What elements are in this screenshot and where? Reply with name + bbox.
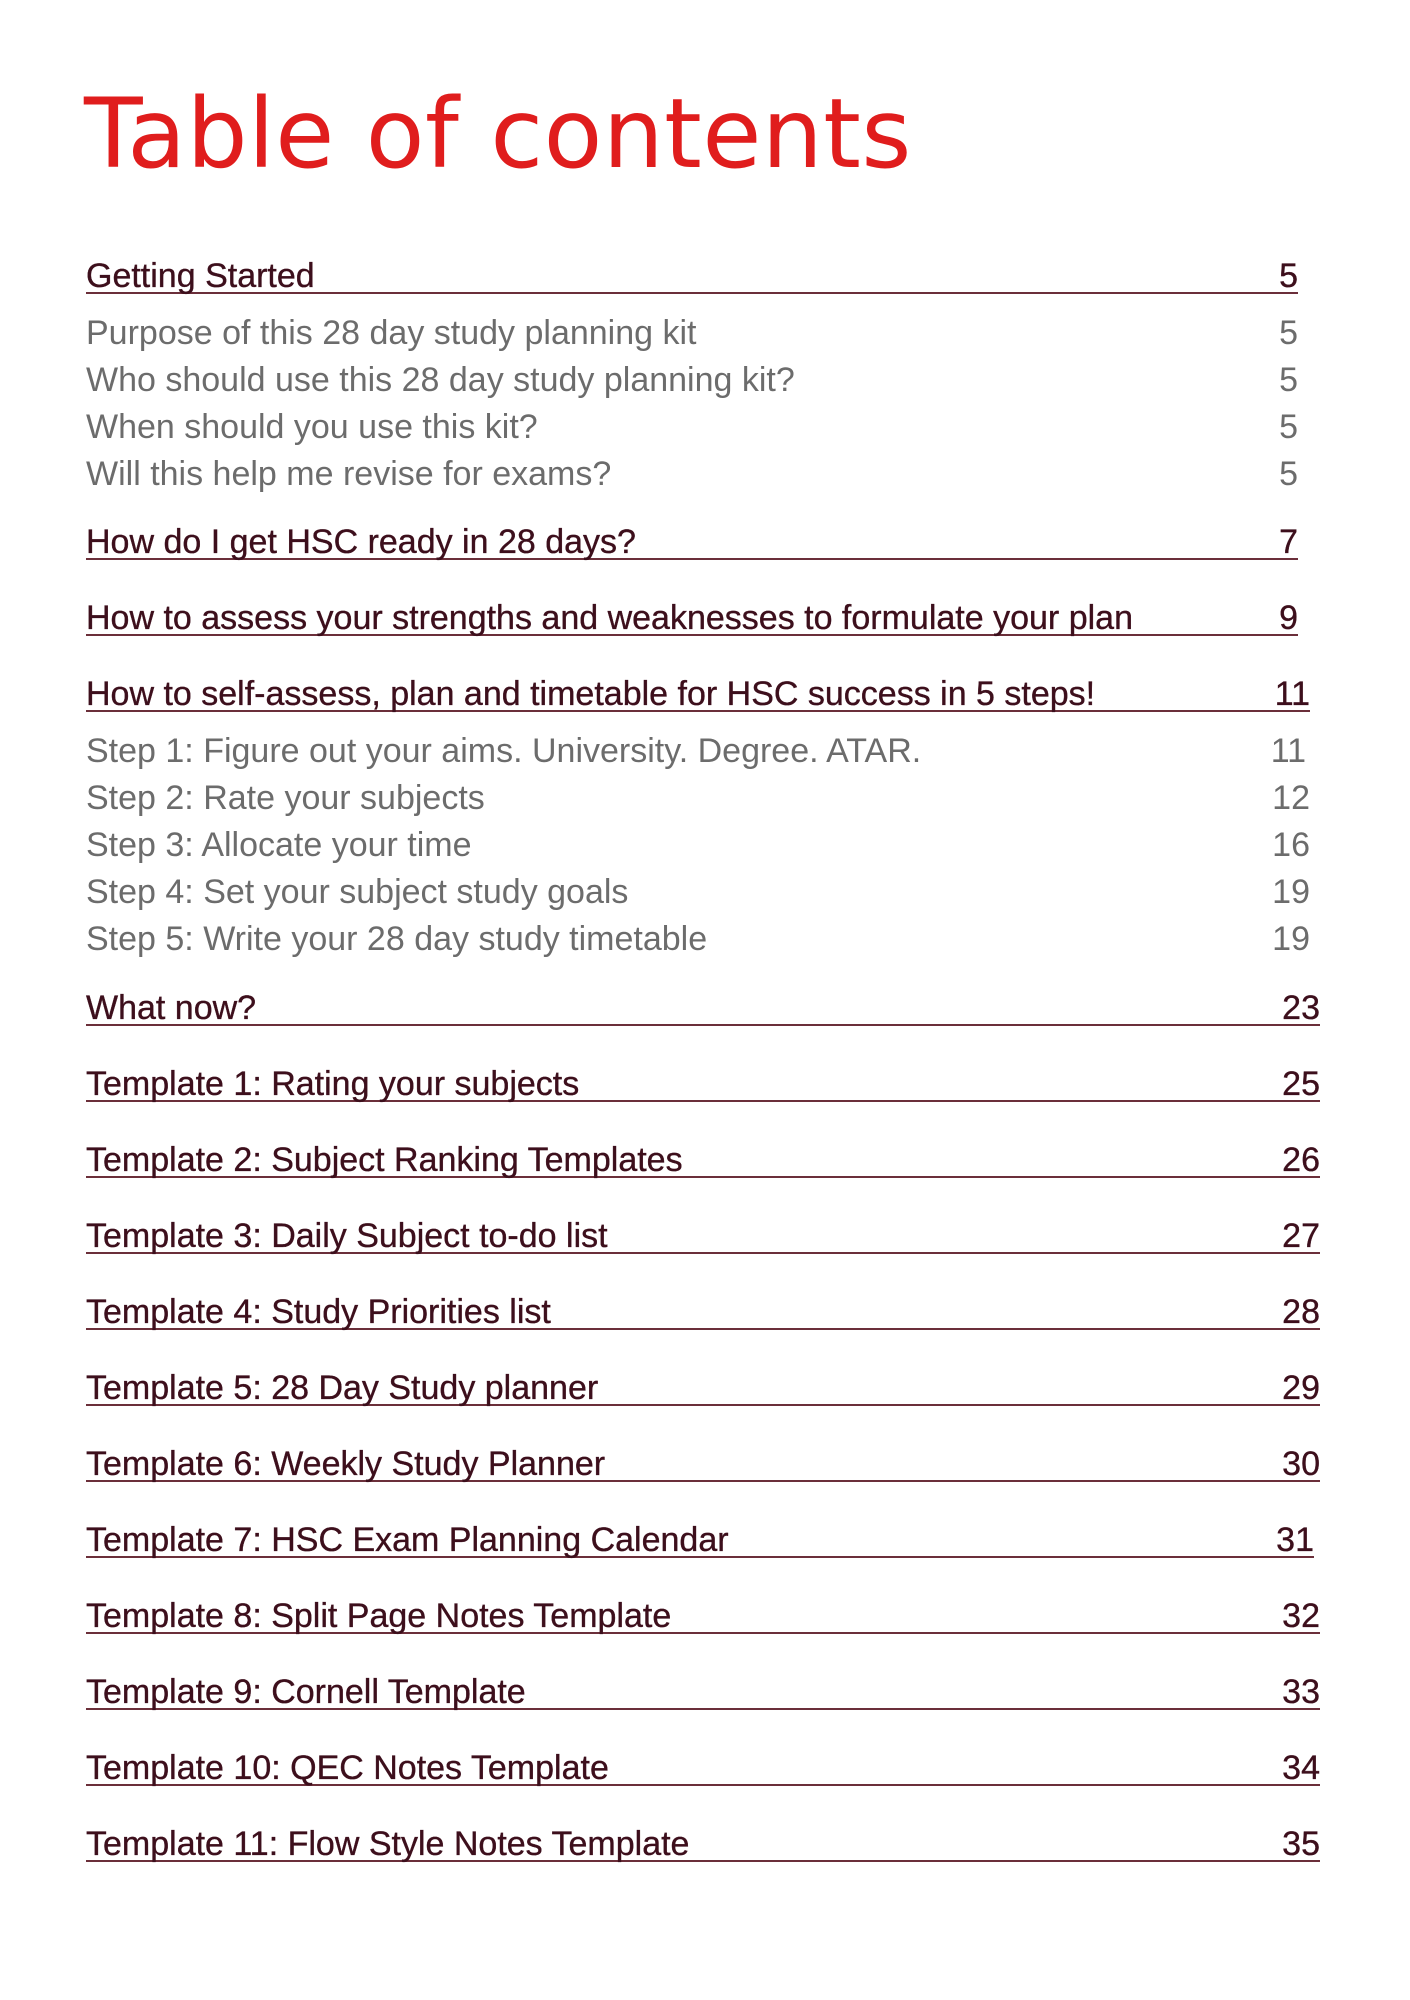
- toc-heading-template-11[interactable]: [86, 1826, 1320, 1862]
- toc-page-number: 27: [1282, 1217, 1320, 1255]
- toc-page-number: 9: [1279, 599, 1298, 637]
- toc-page-number: 5: [1279, 257, 1298, 295]
- toc-page-number: 26: [1282, 1141, 1320, 1179]
- toc-heading-what-now[interactable]: [86, 990, 1320, 1026]
- toc-heading-label: Template 9: Cornell Template: [86, 1673, 526, 1711]
- toc-heading-label: Getting Started: [86, 257, 315, 295]
- toc-item-label: Purpose of this 28 day study planning kit: [86, 314, 697, 352]
- toc-heading-label: Template 4: Study Priorities list: [86, 1293, 551, 1331]
- toc-page-number: 11: [1274, 675, 1310, 713]
- toc-heading-label: How to self-assess, plan and timetable for HSC success in 5 steps!: [86, 675, 1096, 713]
- toc-item-label: Step 4: Set your subject study goals: [86, 873, 629, 911]
- toc-heading-label: Template 7: HSC Exam Planning Calendar: [86, 1521, 729, 1559]
- toc-heading-label: How do I get HSC ready in 28 days?: [86, 523, 636, 561]
- toc-heading-label: Template 11: Flow Style Notes Template: [86, 1825, 690, 1863]
- toc-page-number: 28: [1282, 1293, 1320, 1331]
- toc-page-number: 19: [1272, 920, 1310, 958]
- toc-heading-label: What now?: [86, 989, 257, 1027]
- toc-page-number: 35: [1282, 1825, 1320, 1863]
- toc-heading-template-10[interactable]: [86, 1750, 1320, 1786]
- toc-heading-template-9[interactable]: [86, 1674, 1320, 1710]
- toc-heading-template-5[interactable]: [86, 1370, 1320, 1406]
- toc-page-number: 25: [1282, 1065, 1320, 1103]
- toc-item-step-2[interactable]: [86, 779, 1310, 817]
- toc-item-label: Step 2: Rate your subjects: [86, 779, 485, 817]
- toc-heading-hsc-ready[interactable]: [86, 524, 1298, 560]
- toc-item-revise-for-exams[interactable]: [86, 455, 1298, 493]
- toc-item-purpose[interactable]: [86, 314, 1298, 352]
- toc-page-number: 33: [1282, 1673, 1320, 1711]
- toc-item-label: Step 5: Write your 28 day study timetable: [86, 920, 708, 958]
- toc-heading-template-2[interactable]: [86, 1142, 1320, 1178]
- toc-page-number: 5: [1279, 314, 1298, 352]
- toc-heading-label: Template 10: QEC Notes Template: [86, 1749, 609, 1787]
- toc-heading-assess-strengths[interactable]: [86, 600, 1298, 636]
- toc-heading-template-6[interactable]: [86, 1446, 1320, 1482]
- toc-heading-getting-started[interactable]: [86, 258, 1298, 294]
- toc-heading-label: How to assess your strengths and weaknesses to formulate your plan: [86, 599, 1133, 637]
- toc-page-number: 23: [1282, 989, 1320, 1027]
- toc-heading-label: Template 2: Subject Ranking Templates: [86, 1141, 683, 1179]
- toc-page-number: 16: [1272, 826, 1310, 864]
- toc-item-label: Step 3: Allocate your time: [86, 826, 472, 864]
- toc-page-number: 12: [1272, 779, 1310, 817]
- toc-item-label: Will this help me revise for exams?: [86, 455, 612, 493]
- toc-item-step-5[interactable]: [86, 920, 1310, 958]
- toc-page-number: 31: [1276, 1521, 1314, 1559]
- toc-heading-template-8[interactable]: [86, 1598, 1320, 1634]
- toc-page-number: 5: [1279, 361, 1298, 399]
- toc-page-number: 7: [1279, 523, 1298, 561]
- toc-item-step-4[interactable]: [86, 873, 1310, 911]
- toc-page-number: 19: [1272, 873, 1310, 911]
- toc-heading-five-steps[interactable]: [86, 676, 1310, 712]
- toc-heading-label: Template 1: Rating your subjects: [86, 1065, 580, 1103]
- toc-item-label: When should you use this kit?: [86, 408, 538, 446]
- toc-page-number: 5: [1279, 408, 1298, 446]
- toc-page-number: 34: [1282, 1749, 1320, 1787]
- toc-heading-label: Template 8: Split Page Notes Template: [86, 1597, 672, 1635]
- toc-item-label: Who should use this 28 day study planning kit?: [86, 361, 795, 399]
- toc-heading-label: Template 3: Daily Subject to-do list: [86, 1217, 608, 1255]
- toc-heading-label: Template 6: Weekly Study Planner: [86, 1445, 606, 1483]
- toc-page-number: 11: [1270, 732, 1306, 770]
- toc-page-number: 32: [1282, 1597, 1320, 1635]
- toc-heading-template-3[interactable]: [86, 1218, 1320, 1254]
- toc-heading-template-4[interactable]: [86, 1294, 1320, 1330]
- toc-item-step-3[interactable]: [86, 826, 1310, 864]
- toc-heading-template-1[interactable]: [86, 1066, 1320, 1102]
- toc-heading-label: Template 5: 28 Day Study planner: [86, 1369, 599, 1407]
- toc-page-number: 30: [1282, 1445, 1320, 1483]
- toc-page-number: 5: [1279, 455, 1298, 493]
- page-title: Table of contents: [84, 78, 912, 190]
- toc-item-label: Step 1: Figure out your aims. University. Degree. ATAR.: [86, 732, 922, 770]
- toc-item-when-to-use[interactable]: [86, 408, 1298, 446]
- toc-item-step-1[interactable]: [86, 732, 1306, 770]
- toc-heading-template-7[interactable]: [86, 1522, 1314, 1558]
- toc-item-who-should-use[interactable]: [86, 361, 1298, 399]
- toc-page-number: 29: [1282, 1369, 1320, 1407]
